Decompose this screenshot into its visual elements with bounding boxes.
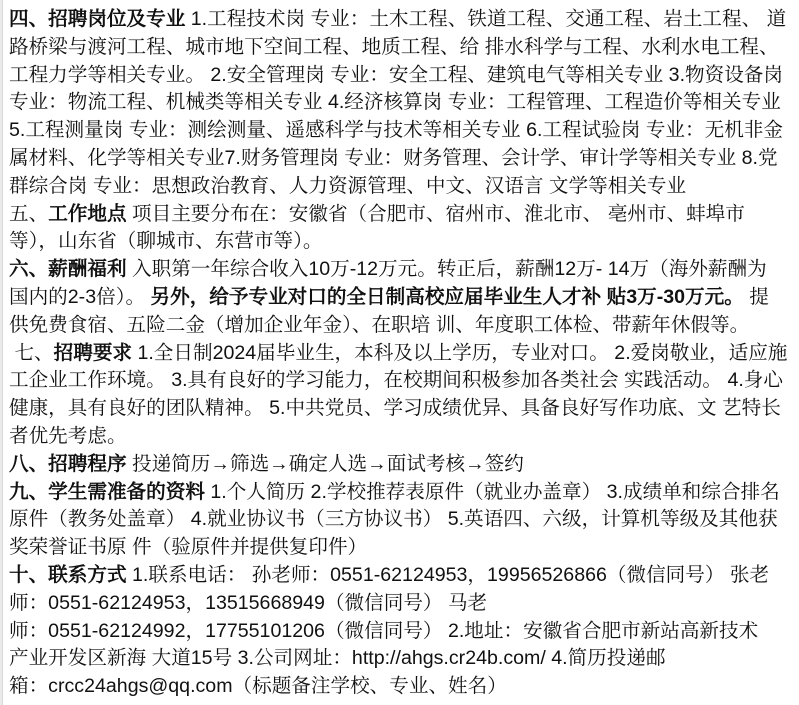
text-line-10 — [9, 256, 793, 284]
bold-text-run: 八、招聘程序 — [9, 452, 127, 475]
text-line-6 — [9, 145, 793, 173]
text-run: 工企业工作环境。 3.具有良好的学习能力，在校期间积极参加各类社会 实践活动。 4.身心 — [9, 369, 783, 392]
text-line-2 — [9, 34, 793, 62]
text-line-5 — [9, 117, 793, 145]
text-line-24 — [9, 645, 793, 673]
text-line-13 — [9, 340, 793, 368]
text-run: 奖荣誉证书原 件（验原件并提供复印件） — [9, 536, 368, 559]
text-run: 5.工程测量岗 专业：测绘测量、遥感科学与技术等相关专业 6.工程试验岗 专业：无机非金 — [9, 119, 783, 142]
text-line-8 — [9, 201, 793, 229]
text-line-17 — [9, 451, 793, 479]
text-line-3 — [9, 62, 793, 90]
text-run: 原件（教务处盖章） 4.就业协议书（三方协议书） 5.英语四、六级，计算机等级及其他获 — [9, 508, 778, 531]
text-line-4 — [9, 89, 793, 117]
text-run: 投递简历→筛选→确定人选→面试考核→签约 — [126, 452, 524, 475]
text-line-7 — [9, 173, 793, 201]
bold-text-run: 另外，给予专业对口的全日制高校应届毕业生人才补 贴3万-30万元。 — [150, 285, 744, 308]
bold-text-run: 九、学生需准备的资料 — [9, 480, 205, 503]
text-run: 提 — [743, 285, 769, 308]
text-line-23 — [9, 618, 793, 646]
text-run: 者优先考虑。 — [9, 424, 127, 447]
text-line-21 — [9, 562, 793, 590]
text-run: 项目主要分布在：安徽省（合肥市、宿州市、淮北市、 亳州市、蚌埠市 — [126, 202, 745, 225]
text-run: 产业开发区新海 大道15号 3.公司网址：http://ahgs.cr24b.com/ 4.简历投递邮 — [9, 647, 666, 670]
text-run: 1.联系电话： 孙老师：0551-62124953，19956526866（微信同号） 张老 — [126, 563, 770, 586]
text-run: 工程力学等相关专业。 2.安全管理岗 专业：安全工程、建筑电气等相关专业 3.物资设备岗 — [9, 63, 783, 86]
text-line-25 — [9, 673, 793, 701]
bold-text-run: 六、薪酬福利 — [9, 258, 127, 281]
text-line-15 — [9, 395, 793, 423]
text-run: 1.全日制2024届毕业生，本科及以上学历，专业对口。 2.爱岗敬业，适应施 — [132, 341, 788, 364]
bold-text-run: 工作地点 — [48, 202, 127, 225]
text-line-9 — [9, 228, 793, 256]
bold-text-run: 招聘要求 — [53, 341, 133, 364]
text-run: 群综合岗 专业：思想政治教育、人力资源管理、中文、汉语言 文学等相关专业 — [9, 174, 687, 197]
text-line-12 — [9, 312, 793, 340]
text-line-22 — [9, 590, 793, 618]
text-line-11 — [9, 284, 793, 312]
bold-text-run: 十、联系方式 — [9, 563, 127, 586]
text-run: 箱：crcc24ahgs@qq.com（标题备注学校、专业、姓名） — [9, 675, 507, 698]
text-line-18 — [9, 479, 793, 507]
text-line-19 — [9, 506, 793, 534]
text-line-16 — [9, 423, 793, 451]
text-run: 健康，具有良好的团队精神。 5.中共党员、学习成绩优异、具备良好写作功底、文 艺特长 — [9, 397, 781, 420]
text-run: 师：0551-62124992，17755101206（微信同号） 2.地址：安徽省合肥市新站高新技术 — [9, 619, 759, 642]
text-run: 七、 — [9, 341, 54, 364]
text-run: 专业：物流工程、机械类等相关专业 4.经济核算岗 专业：工程管理、工程造价等相关专业 — [9, 91, 781, 114]
text-line-1 — [9, 6, 793, 34]
text-run: 入职第一年综合收入10万-12万元。转正后，薪酬12万- 14万（海外薪酬为 — [126, 258, 767, 281]
text-run: 五、 — [9, 202, 49, 225]
text-run: 等），山东省（聊城市、东营市等）。 — [9, 230, 323, 253]
text-line-20 — [9, 534, 793, 562]
text-run: 1.工程技术岗 专业：土木工程、铁道工程、交通工程、岩土工程、 道 — [185, 8, 787, 30]
bold-text-run: 四、招聘岗位及专业 — [9, 8, 186, 30]
text-run: 1.个人简历 2.学校推荐表原件（就业办盖章） 3.成绩单和综合排名 — [204, 480, 780, 503]
text-run: 国内的2-3倍）。 — [9, 285, 151, 308]
text-run: 属材料、化学等相关专业7.财务管理岗 专业：财务管理、会计学、审计学等相关专业 8.党 — [9, 146, 778, 169]
text-line-14 — [9, 367, 793, 395]
text-run: 路桥梁与渡河工程、城市地下空间工程、地质工程、给 排水科学与工程、水利水电工程、 — [9, 35, 779, 58]
document-lines — [9, 6, 793, 701]
text-run: 供免费食宿、五险二金（增加企业年金）、在职培 训、年度职工体检、带薪年休假等。 — [9, 313, 750, 336]
text-run: 师：0551-62124953，13515668949（微信同号） 马老 — [9, 591, 488, 614]
